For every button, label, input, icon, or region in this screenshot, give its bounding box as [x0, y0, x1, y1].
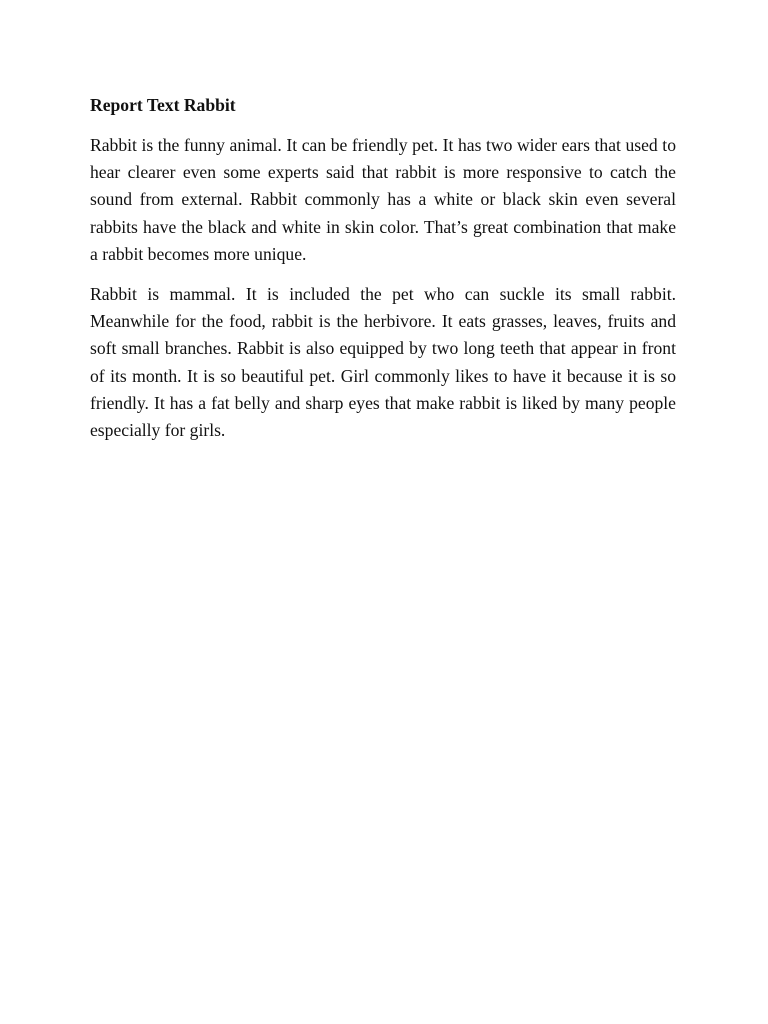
document-title: Report Text Rabbit	[90, 95, 236, 115]
paragraph-2: Rabbit is mammal. It is included the pet who can suckle its small rabbit. Meanwhile for the food, rabbit is the herbivore. It eats grasses, leaves, fruits and soft small branches. Rabbit is also equipped by two long teeth that appear in front of its month. It is so beautiful pet. Girl commonly likes to have it because it is so friendly. It has a fat belly and sharp eyes that make rabbit is liked by many people especially for girls.	[90, 284, 676, 441]
paragraph-1: Rabbit is the funny animal. It can be friendly pet. It has two wider ears that used to hear clearer even some experts said that rabbit is more responsive to catch the sound from external. Rabbit commonly has a white or black skin even several rabbits have the black and white in skin color. That’s great combination that make a rabbit becomes more unique.	[90, 135, 676, 264]
document-body	[90, 92, 676, 457]
